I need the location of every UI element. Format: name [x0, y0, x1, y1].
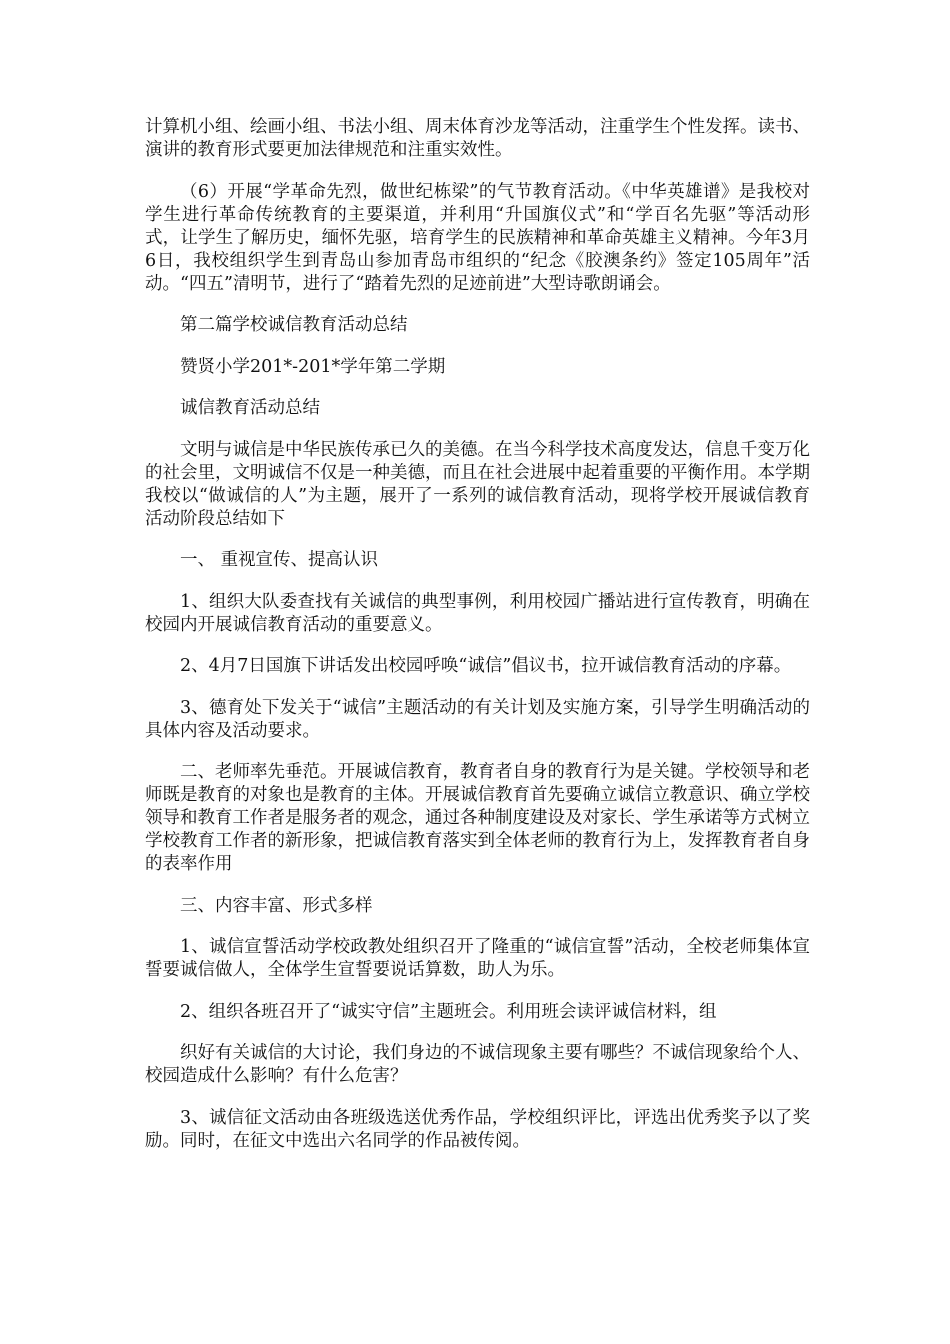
school-term-heading: 赞贤小学201*-201*学年第二学期 [180, 356, 446, 377]
summary-heading: 诚信教育活动总结 [180, 398, 320, 418]
list-item-3-2: 2、组织各班召开了“诚实守信”主题班会。利用班会读评诚信材料，组 [180, 1001, 717, 1022]
list-item-3-2-continued: 织好有关诚信的大讨论，我们身边的不诚信现象主要有哪些？不诚信现象给个人、校园造成什么影响？有什么危害？ [145, 1043, 810, 1086]
list-item-1-3: 3、德育处下发关于“诚信”主题活动的有关计划及实施方案，引导学生明确活动的具体内容及活动要求。 [145, 697, 810, 741]
list-item-3-1: 1、诚信宣誓活动学校政教处组织召开了隆重的“诚信宣誓”活动，全校老师集体宣誓要诚信做人，全体学生宣誓要说话算数，助人为乐。 [145, 937, 810, 980]
heading-part-1: 一、 重视宣传、提高认识 [180, 550, 379, 570]
paragraph-part-2-teachers: 二、老师率先垂范。开展诚信教育，教育者自身的教育行为是关键。学校领导和老师既是教育的对象也是教育的主体。开展诚信教育首先要确立诚信立教意识、确立学校领导和教育工作者是服务者的观念，通过各种制度建设及对家长、学生承诺等方式树立学校教育工作者的新形象，把诚信教育落实到全体老师的教育行为上，发挥教育者自身的表率作用 [145, 762, 810, 874]
paragraph-item-6-revolutionary-education: （6）开展“学革命先烈，做世纪栋梁”的气节教育活动。《中华英雄谱》是我校对学生进行革命传统教育的主要渠道，并利用“升国旗仪式”和“学百名先驱”等活动形式，让学生了解历史，缅怀先驱，培育学生的民族精神和革命英雄主义精神。今年3月6日，我校组织学生到青岛山参加青岛市组织的“纪念《胶澳条约》签定105周年”活动。“四五”清明节，进行了“踏着先烈的足迹前进”大型诗歌朗诵会。 [145, 181, 810, 294]
list-item-1-2: 2、4月7日国旗下讲话发出校园呼唤“诚信”倡议书，拉开诚信教育活动的序幕。 [180, 656, 792, 676]
list-item-1-1: 1、组织大队委查找有关诚信的典型事例，利用校园广播站进行宣传教育，明确在校园内开展诚信教育活动的重要意义。 [145, 591, 810, 635]
paragraph-introduction: 文明与诚信是中华民族传承已久的美德。在当今科学技术高度发达，信息千变万化的社会里，文明诚信不仅是一种美德，而且在社会进展中起着重要的平衡作用。本学期我校以“做诚信的人”为主题，展开了一系列的诚信教育活动，现将学校开展诚信教育活动阶段总结如下 [145, 439, 810, 529]
list-item-3-3: 3、诚信征文活动由各班级选送优秀作品，学校组织评比，评选出优秀奖予以了奖励。同时，在征文中选出六名同学的作品被传阅。 [145, 1107, 810, 1151]
document-body [145, 116, 810, 1171]
heading-part-3: 三、内容丰富、形式多样 [180, 895, 373, 916]
paragraph-activities-continued: 计算机小组、绘画小组、书法小组、周末体育沙龙等活动，注重学生个性发挥。读书、演讲的教育形式要更加法律规范和注重实效性。 [145, 117, 810, 160]
section-title-second-article: 第二篇学校诚信教育活动总结 [180, 315, 408, 335]
